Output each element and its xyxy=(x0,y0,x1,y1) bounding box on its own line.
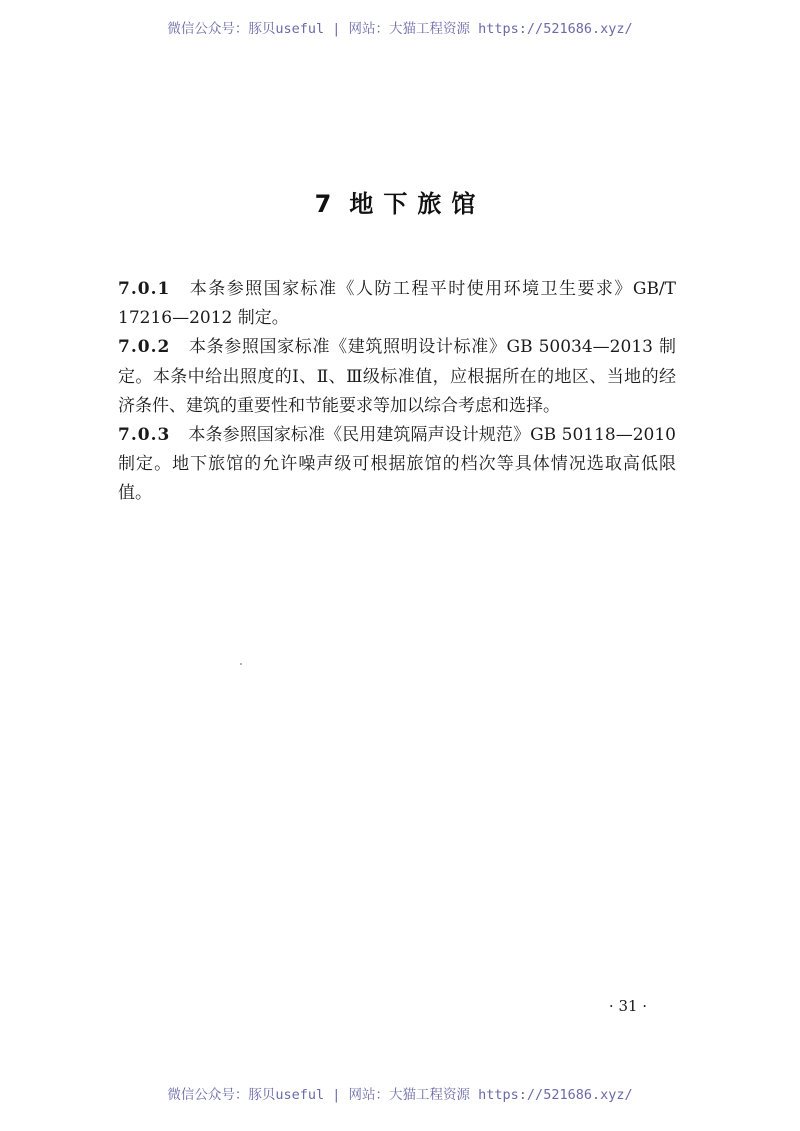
clause-7-0-3 xyxy=(118,421,676,509)
scan-speck xyxy=(240,663,242,665)
watermark-header: 微信公众号：豚贝useful | 网站：大猫工程资源 https://521686.xyz/ xyxy=(167,21,633,37)
clause-7-0-1 xyxy=(118,275,676,333)
clause-7-0-2 xyxy=(118,333,676,421)
clause-text: 本条参照国家标准《建筑照明设计标准》GB 50034—2013 制定。本条中给出照度的Ⅰ、Ⅱ、Ⅲ级标准值，应根据所在的地区、当地的经济条件、建筑的重要性和节能要求等加以综合考虑和选择。 xyxy=(118,337,676,416)
page-number: · 31 · xyxy=(608,997,648,1015)
clause-number: 7.0.1 xyxy=(118,279,171,299)
clause-number: 7.0.3 xyxy=(118,425,171,446)
chapter-heading xyxy=(0,184,800,219)
clause-list xyxy=(118,275,676,509)
clause-number: 7.0.2 xyxy=(118,337,171,358)
chapter-number: 7 xyxy=(314,190,342,218)
clause-text: 本条参照国家标准《民用建筑隔声设计规范》GB 50118—2010 制定。地下旅馆的允许噪声级可根据旅馆的档次等具体情况选取高低限值。 xyxy=(118,425,676,504)
watermark-footer: 微信公众号：豚贝useful | 网站：大猫工程资源 https://521686.xyz/ xyxy=(167,1087,633,1103)
chapter-title: 地下旅馆 xyxy=(349,190,486,218)
clause-text: 本条参照国家标准《人防工程平时使用环境卫生要求》GB/T 17216—2012 制定。 xyxy=(118,279,676,329)
